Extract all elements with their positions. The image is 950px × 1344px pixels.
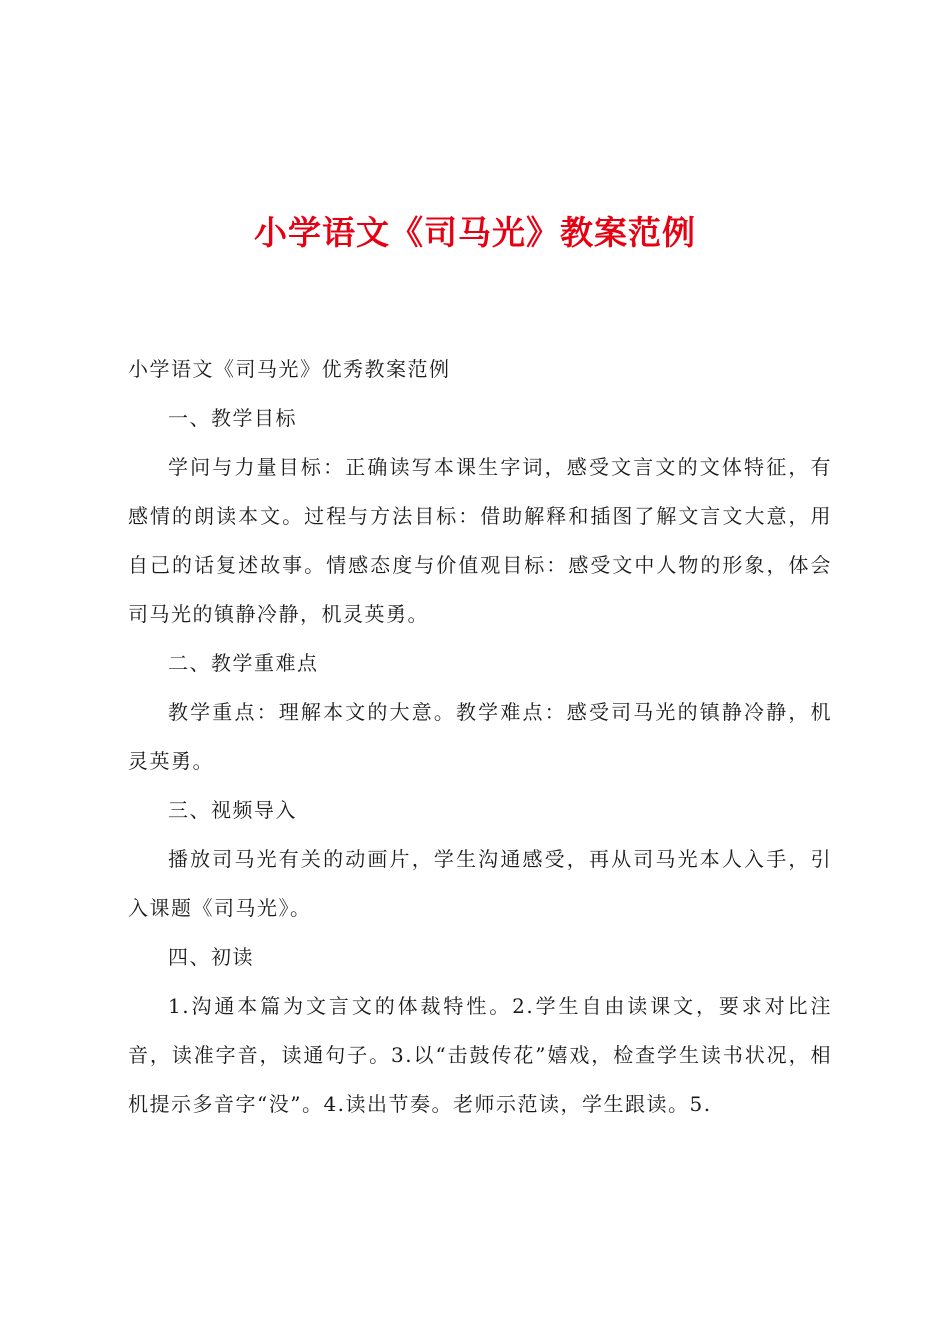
- section-heading-goals: 一、教学目标: [168, 406, 297, 430]
- section-heading-video-intro: 三、视频导入: [168, 798, 297, 822]
- section-paragraph-goals: 学问与力量目标：正确读写本课生字词，感受文言文的文体特征，有感情的朗读本文。过程与方法目标：借助解释和插图了解文言文大意，用自己的话复述故事。情感态度与价值观目标：感受文中人物的形象，体会司马光的镇静冷静，机灵英勇。: [128, 455, 832, 626]
- section-paragraph-video-intro: 播放司马光有关的动画片，学生沟通感受，再从司马光本人入手，引入课题《司马光》。: [128, 847, 832, 920]
- section-paragraph-first-reading: 1.沟通本篇为文言文的体裁特性。2.学生自由读课文，要求对比注音，读准字音，读通句子。3.以“击鼓传花”嬉戏，检查学生读书状况，相机提示多音字“没”。4.读出节奏。老师示范读，学生跟读。5.: [128, 994, 832, 1116]
- document-title: 小学语文《司马光》教案范例: [254, 213, 696, 252]
- document-subtitle: 小学语文《司马光》优秀教案范例: [128, 357, 451, 381]
- section-heading-first-reading: 四、初读: [168, 945, 254, 969]
- section-heading-key-points: 二、教学重难点: [168, 651, 319, 675]
- document-body: [128, 345, 832, 1129]
- section-paragraph-key-points: 教学重点：理解本文的大意。教学难点：感受司马光的镇静冷静，机灵英勇。: [128, 700, 832, 773]
